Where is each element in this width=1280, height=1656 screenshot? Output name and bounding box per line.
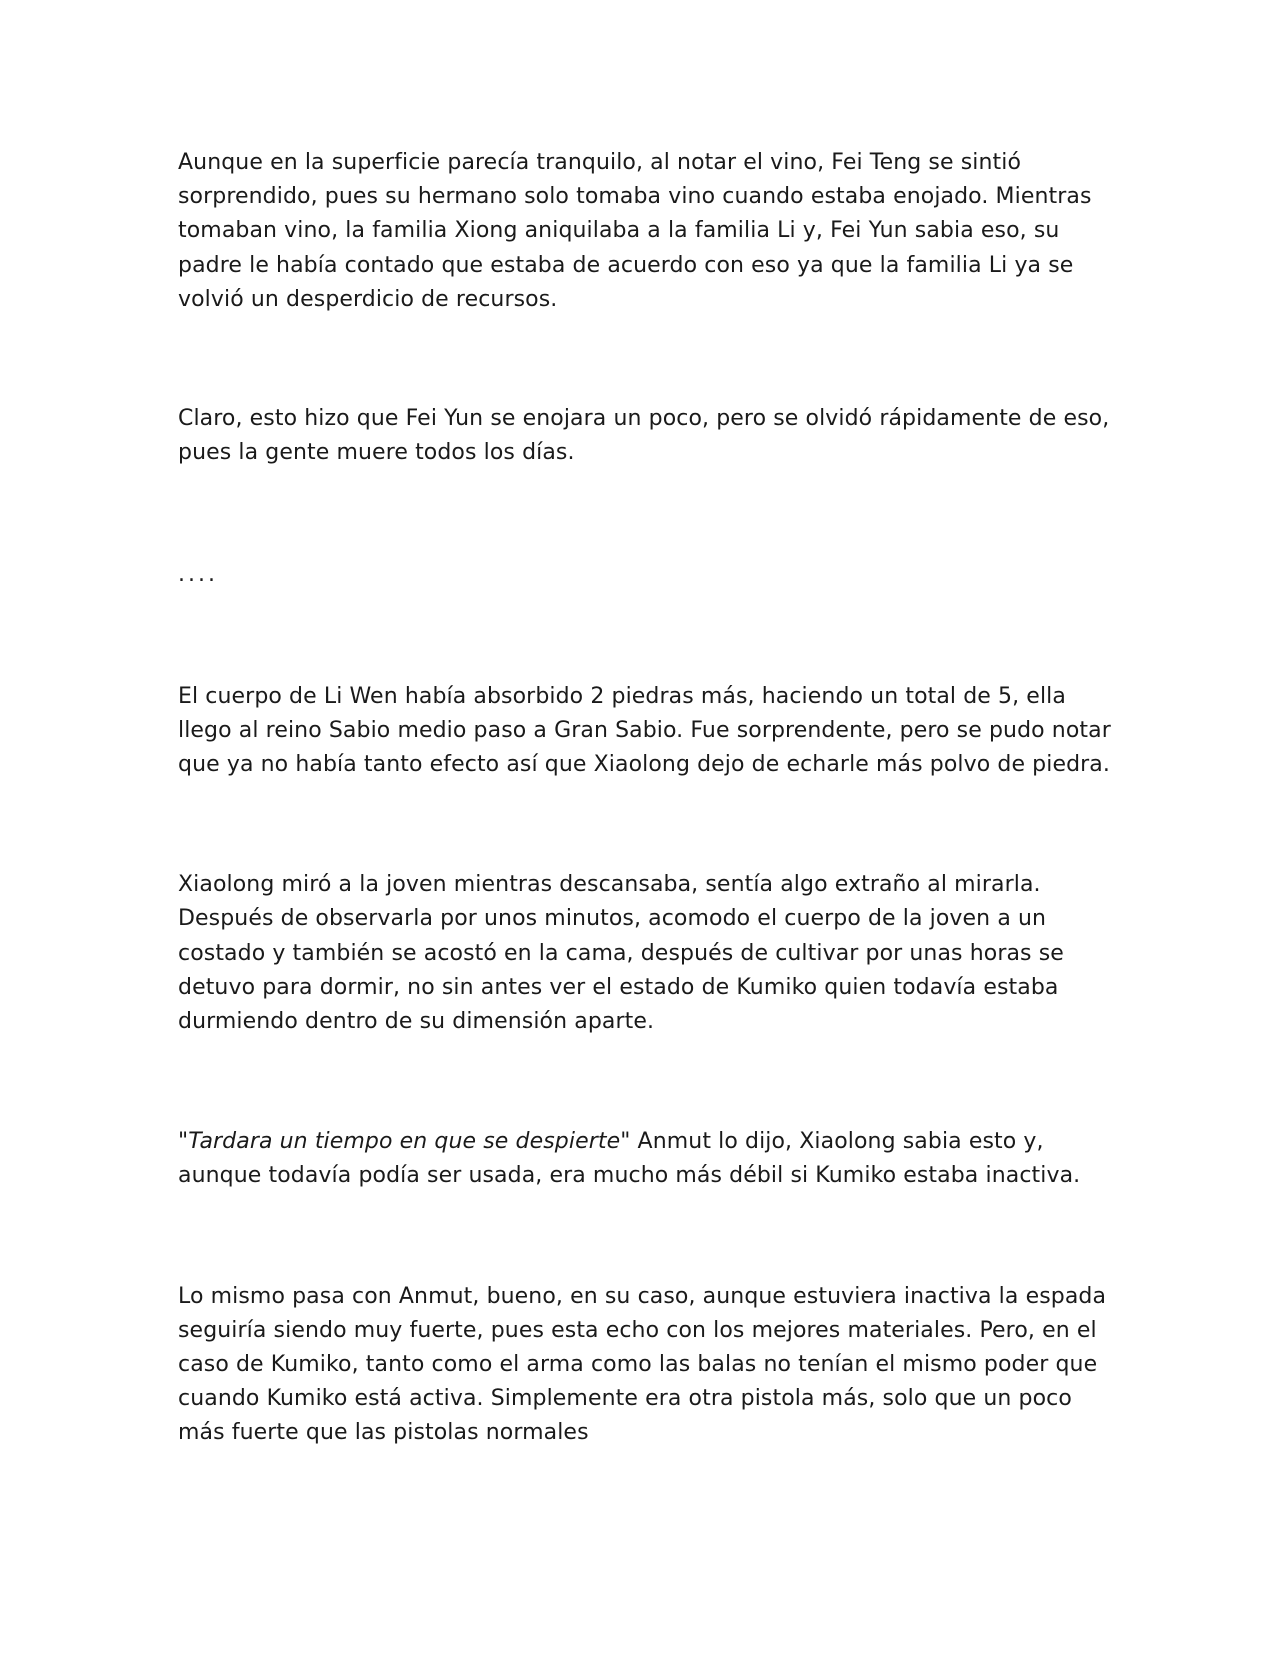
- paragraph-6-text: Anmut lo dijo, Xiaolong sabia esto y, aunque todavía podía ser usada, era mucho más débil si Kumiko estaba inactiva.: [178, 1129, 1081, 1189]
- paragraph-4: El cuerpo de Li Wen había absorbido 2 piedras más, haciendo un total de 5, ella llego al reino Sabio medio paso a Gran Sabio. Fue sorprendente, pero se pudo notar que ya no había tanto efecto así que Xiaolong dejo de echarle más polvo de piedra.: [178, 683, 1111, 778]
- paragraph-5: Xiaolong miró a la joven mientras descansaba, sentía algo extraño al mirarla. Después de observarla por unos minutos, acomodo el cuerpo de la joven a un costado y también se acostó en la cama, después de cultivar por unas horas se detuvo para dormir, no sin antes ver el estado de Kumiko quien todavía estaba durmiendo dentro de su dimensión aparte.: [178, 872, 1064, 1035]
- paragraph-2: Claro, esto hizo que Fei Yun se enojara un poco, pero se olvidó rápidamente de eso, pues la gente muere todos los días.: [178, 406, 1110, 466]
- dialogue-quote: "Tardara un tiempo en que se despierte": [178, 1129, 631, 1155]
- document-body: [178, 146, 1118, 1451]
- paragraph-1: Aunque en la superficie parecía tranquilo, al notar el vino, Fei Teng se sintió sorprendido, pues su hermano solo tomaba vino cuando estaba enojado. Mientras tomaban vino, la familia Xiong aniquilaba a la familia Li y, Fei Yun sabia eso, su padre le había contado que estaba de acuerdo con eso ya que la familia Li ya se volvió un desperdicio de recursos.: [178, 150, 1092, 312]
- paragraph-7: Lo mismo pasa con Anmut, bueno, en su caso, aunque estuviera inactiva la espada seguiría siendo muy fuerte, pues esta echo con los mejores materiales. Pero, en el caso de Kumiko, tanto como el arma como las balas no tenían el mismo poder que cuando Kumiko está activa. Simplemente era otra pistola más, solo que un poco más fuerte que las pistolas normales: [178, 1283, 1107, 1446]
- paragraph-6: [178, 1125, 1118, 1193]
- section-separator: ....: [178, 562, 218, 588]
